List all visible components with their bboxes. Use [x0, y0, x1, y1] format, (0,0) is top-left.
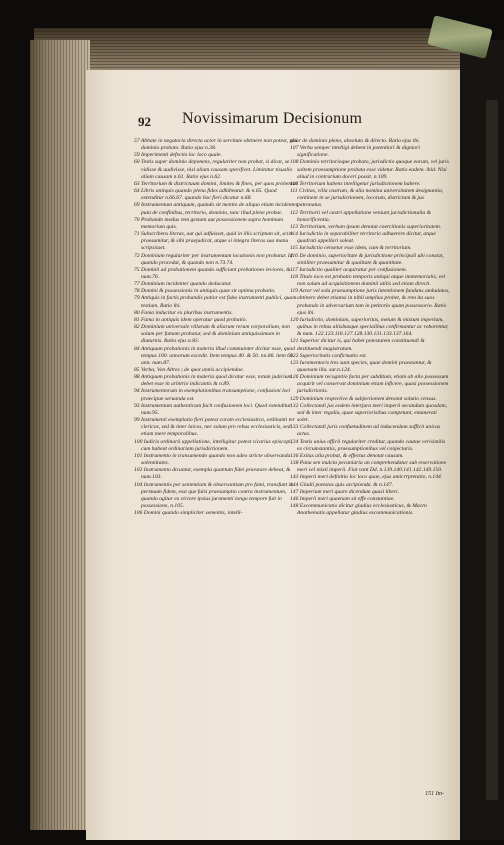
- index-entry: 77 Dominium incidenter quando deducatur.: [134, 281, 232, 288]
- index-entry: 113 Territorium, verbum ipsum denotat coercitionis superioritatem.: [290, 223, 442, 230]
- index-entry: 121 Superior dicitur is, qui habet potestatem constituendi & destituendi magistratum.: [290, 338, 425, 352]
- index-entry: 78 Domini & possessionis in antiquis quae sit optima probatio.: [134, 288, 276, 295]
- index-entry: 136 Exitus alla probat, & effectus denotat causam.: [290, 452, 404, 459]
- index-entry: 88 Antiquum probationis in materia quod dicatur esse, totum judicium debet esse in arbitrio indicantis & n.89.: [134, 374, 292, 388]
- index-entry: 132 Collectandi jus eodem interjura meri imperii secundum quosdam, sed & inter regalia, quae superiorisibus competunt, enumerati solet.: [290, 402, 448, 424]
- index-entry: 104 Instrumentis per sententiam & observantiam pro fami, transfunt in perstuam fidem, esst que falsi praesumptio contra instrumentum, quando agitur ex victore ipsius juramenti longo tempore fuit in possessione, n.105.: [134, 481, 293, 509]
- index-entry: 111 Civitas, villa castrum, & alia nomina universitatem designantia, continent in se jurisdictionem, locorum, districtum & jus patronatus.: [290, 188, 444, 209]
- index-entry: 115 Iurisdictio censetur esse idem, cum & territorium.: [290, 245, 412, 252]
- index-entry: 110 Territorium habens intelligetur jurisdictionem habere.: [290, 180, 421, 187]
- index-entry: 114 Iurisdictio in separabiliter territorio adhaerere dicitur, atque quadrati appellari soleat.: [290, 231, 436, 245]
- book-fore-edge: [30, 40, 90, 830]
- index-entry: 123 Iuramentoris tres sunt species, quae domini praestantur, & quaenam illa. sur.n.124.: [290, 359, 432, 373]
- right-gutter: [460, 40, 504, 840]
- index-entry: 85 Verba, Von Altres | de quot annis accipiendae.: [134, 367, 244, 373]
- index-entry: 64 Libris antiquis quando plena fides adhibeatur. & n.65. Quod extenditur n.66.67. quando hoc fieri dicatur n.68.: [134, 188, 277, 202]
- index-entry: 134 Testis unius officii regulariter creditur, quando cautae verisimilis ex circumstantiis, praesumptionibus vel conjecturis.: [290, 438, 446, 452]
- page-header: [92, 110, 454, 134]
- index-entry: 126 Dominium recognitio facta per subditum, etiam ab alio possessum acquirit vel conservat dominium etiam inficere, quasi possessionem jurisdictionis.: [290, 374, 449, 395]
- index-entry: 102 Instrumento dicuntur, exempla quantum fidei praestare debeat, & num.103.: [134, 467, 291, 481]
- index-entry: 70 Probando modus rem gestam aut possessionem supra hominum memoriam quis.: [134, 216, 284, 230]
- index-entry: 79 Antiquis in factis probandis potior est fides instrumenti publici, quam testium. Ratio ibi.: [134, 295, 297, 309]
- index-entry: 84 Antiquum probationis in materia illud commuinter dicitur esse, quod tempus 100. annorum excedit. Item tempus 40. & 50. nn.86. item 60. ann. num.87.: [134, 345, 295, 366]
- index-entry: 82 Dominium universale villarum & aliarum rerum corporalium, non solum per famam probatur, sed & dominium antiquissimum in diuturnis. Ratio ejus n.83.: [134, 324, 290, 345]
- index-entry: 75 Dominii ad probationem quando sufficiant probationes leviores, & num.76.: [134, 266, 291, 280]
- left-column: [134, 138, 299, 517]
- index-entry: 94 Instrumentorum in exemplationibus transumptione, confusioni loci praecipue seruanda est.: [134, 388, 291, 402]
- index-entry: 146 Imperii meri quaenam sit effe constantiae.: [290, 495, 395, 502]
- index-entry: 99 Instrumenti exemplatio fieri potest coram ecclesiastico, ordinanti ter clericos, sed & inter laicos, nec solum pro rebus ecclesiasticis, sed etiam mere temporalibus.: [134, 417, 295, 438]
- index-entry: 116 De dominio, superioritate & jurisdictione principali ubi constat, similiter praesumitur & qualitate & quantitate.: [290, 252, 444, 266]
- right-column: [290, 138, 450, 517]
- index-entry: 133 Collectandi juris confuetudinem ad inducendam sufficit unicus actus.: [290, 424, 441, 438]
- index-entry: 72 Dominium regulariter per instrumentum locationis non probatur. Id quando procedat, & quando non n.73.74.: [134, 252, 293, 266]
- running-title: Novissimarum Decisionum: [182, 110, 363, 127]
- page-number: 92: [138, 114, 151, 129]
- index-entry: 107 Verba semper intelligi debent in potentiori & digniori significatione.: [290, 145, 420, 159]
- index-entry: 118 Titulo loco est probatio temporis antiqui atque immemorialis, vel non solum ad acquisitionem dominii utilis sed etiam directi.: [290, 273, 446, 288]
- index-entry: 101 Instrumento in transumendo quando non adeo stricte observanda solennitates.: [134, 452, 291, 467]
- index-entry: 129 Dominium respectivo & subjectionem denotat solutio census.: [290, 395, 437, 402]
- book-page: [86, 70, 460, 840]
- index-entry: 100 Iudicis ordinarii appellatione, intelligitur potest vicarius episcopi, cum habeat ordinariam jurisdictionem.: [134, 438, 293, 452]
- index-entry: 147 Imperium meri quare dicendum quasi liberi.: [290, 488, 400, 495]
- index-entry: 57 Abbate in negatoria directa actor in servitute obtinere non potest, nisi dominio probato. Ratio ejus n.38.: [134, 138, 298, 152]
- index-entry: 143 Imperii meri definitio loc loco quae, ejus amicrrpretatio, n.144.: [290, 474, 443, 481]
- index-entry: 71 Subscribens literas, aut qui adfuisset, quid in illis scriptum sit, scire praesumitur, & sibi praejudicat, atque si integra literas sua manu scripsisset.: [134, 231, 293, 252]
- catchword: 151 Im-: [425, 791, 444, 797]
- index-entry: 93 Instrumentum authenticum facit confusionem loci. Quod extenditur num.95.: [134, 402, 292, 416]
- index-entry: 80 Fama inducitur ex pluribus instrumentis.: [134, 309, 233, 316]
- index-entry: 63 Territorium & districtuum domini, limites & fines, per quos probentur.: [134, 180, 299, 187]
- index-entry: 106 Domini quando simpliciter sementis, intelli-: [134, 510, 243, 517]
- index-entry: 60 Testis super dominio deponens, regulariter non probat, si dicat, se vidisse & audivisse, nisi aliam causam specificet. Limitatur tisualio aliam causam n.61. Ratio ejus n.62.: [134, 159, 293, 180]
- index-entry: 59 Imperimenti defectio loc loco quale.: [134, 152, 222, 159]
- index-entry: 148 Excommunicatio dicitur gladius ecclesiasticus, & Macro Anathematis appellatur gladius excommunicationis.: [290, 502, 427, 517]
- index-entry: 120 Iurisdictio, dominium, superioritas, metum & mixtum imperium, quibus in rebus aliisbusque specialibus confirmantur ac roborentur, & num. 122.123.116.127.128.130.131.133.137.164.: [290, 316, 449, 338]
- index-entry: 122 Superioritatis confirmatio est.: [290, 352, 368, 359]
- index-entry: 108 Dominio territorioque probato, jurisdictio quoque eorum, vel juris saltem praesumptione probata esse videtur. Ratio eadem. ibid. Nisi aliud in contrarium doceri possit. n.109.: [290, 159, 449, 180]
- index-entry: 119 Actor vel sola praesumptione juris intentionem fundans ambulatos, obtinere debet etiamsi in nihil amplius probet, & rem ita suos probando in adversarium tam in petitorio quam possessorio. Ratio ejus ibi.: [290, 288, 450, 316]
- book-top-edge: [34, 28, 464, 74]
- index-entry: 81 Fama in antiquis idem operatur quod probatio.: [134, 316, 247, 323]
- index-entry: 138 Pana sen mulcta pecuniaria an comprehendatur sub reservatione meri vel mixti imperii. Fiat vant Dd. n.139.140.141.142.149.150.: [290, 460, 447, 474]
- index-entry: 117 Iurisdictio qualiter acquiratur per confusionem.: [290, 266, 408, 273]
- index-entry: 144 Gladii potestas quis accipienda. & n.147.: [290, 481, 394, 488]
- index-entry: 112 Territorii vel castri appellatione veniunt jurisdictionalia & honorificentia.: [290, 209, 431, 223]
- index-entry: gitur de dominio pleno, absoluto & directo. Ratio ejus ibi.: [290, 138, 420, 144]
- index-entry: 69 Instrumentum antiquum, quando sit mentio de aliquo etiam incidenter, puta de confinibus, territorio, dominio, tunc illud plene probat.: [134, 202, 299, 216]
